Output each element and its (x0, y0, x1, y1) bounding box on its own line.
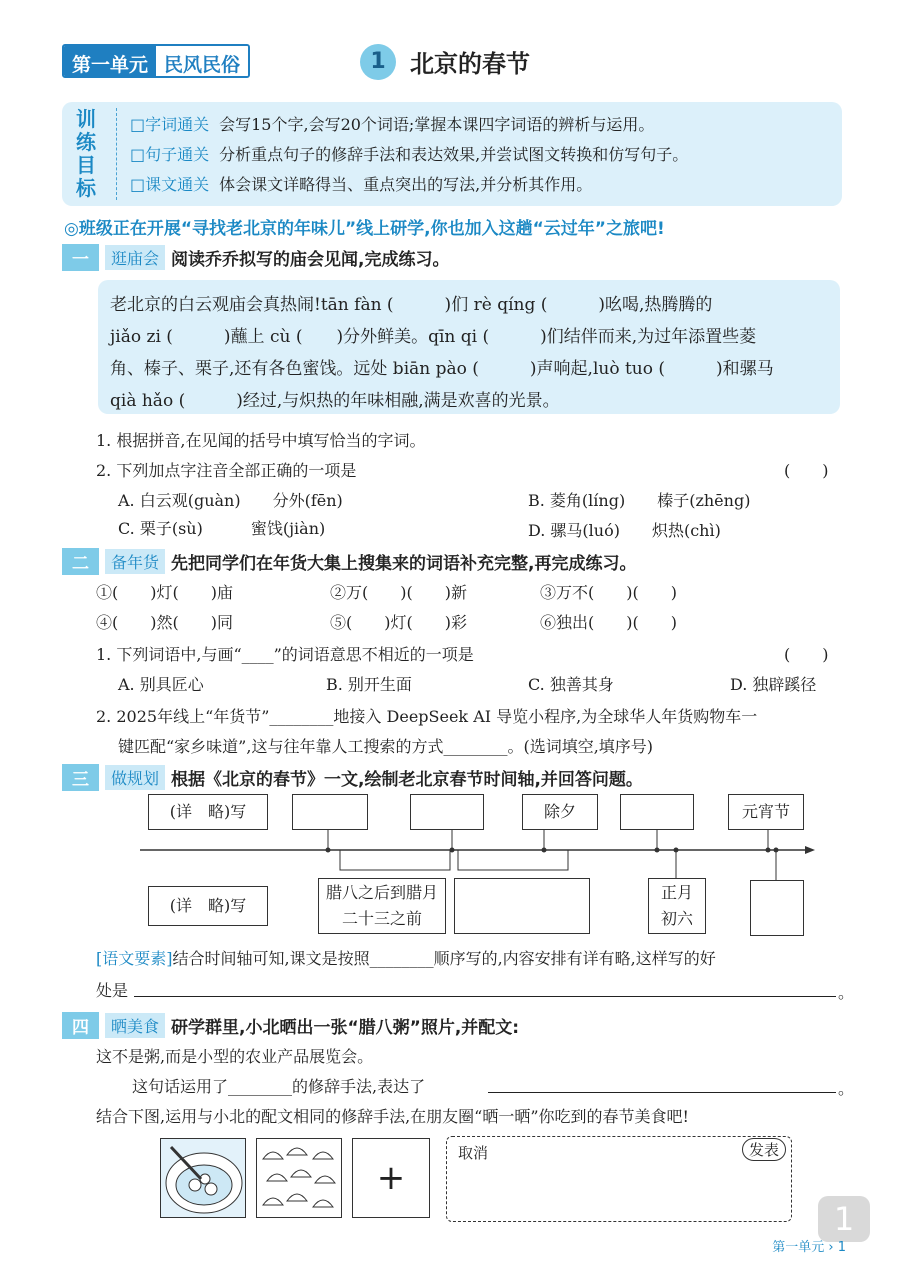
answer-bracket[interactable]: ( ) (784, 461, 829, 480)
unit-badge (62, 44, 250, 78)
timeline-blank-box[interactable] (750, 880, 804, 936)
lesson-number: 1 (360, 44, 396, 80)
section-4-header (62, 1012, 519, 1039)
footer-page: 1 (837, 1240, 846, 1255)
option-b[interactable]: B. 菱角(líng) 榛子(zhēng) (528, 491, 751, 510)
period: 。 (838, 983, 855, 1002)
unit-theme: 民风民俗 (156, 46, 248, 76)
timeline-box-laba: 腊八之后到腊月二十三之前 (318, 878, 446, 934)
question: 结合下图,运用与小北的配文相同的修辞手法,在朋友圈“晒一晒”你吃到的春节美食吧! (96, 1107, 689, 1126)
timeline-box-chuxi: 除夕 (522, 794, 598, 830)
question: 1. 根据拼音,在见闻的括号中填写恰当的字词。 (96, 431, 426, 450)
publish-button[interactable]: 发表 (742, 1138, 786, 1161)
question: 2. 下列加点字注音全部正确的一项是 (96, 461, 357, 480)
section-title: 先把同学们在年货大集上搜集来的词语补充完整,再完成练习。 (171, 554, 637, 574)
timeline-blank-box[interactable] (454, 878, 590, 934)
section-tag: 逛庙会 (105, 245, 165, 270)
section-title: 阅读乔乔拟写的庙会见闻,完成练习。 (171, 250, 450, 270)
section-number: 二 (62, 548, 99, 575)
footer-unit: 第一单元 (772, 1240, 825, 1255)
intro-text: ◎班级正在开展“寻找老北京的年味儿”线上研学,你也加入这趟“云过年”之旅吧! (64, 219, 665, 239)
question-text: 处是 (96, 981, 129, 1000)
add-photo-button[interactable]: + (352, 1138, 430, 1218)
word-blank[interactable]: ②万( )( )新 (330, 583, 467, 602)
option-c[interactable]: C. 独善其身 (528, 675, 614, 694)
section-number: 三 (62, 764, 99, 791)
section-title: 根据《北京的春节》一文,绘制老北京春节时间轴,并回答问题。 (171, 770, 643, 790)
word-blank[interactable]: ⑤( )灯( )彩 (330, 613, 467, 632)
question: 1. 下列词语中,与画“____”的词语意思不相近的一项是 (96, 645, 474, 664)
section-tag: 晒美食 (105, 1013, 165, 1038)
option-c[interactable]: C. 栗子(sù) 蜜饯(jiàn) (118, 519, 326, 538)
quote-text: 这不是粥,而是小型的农业产品展览会。 (96, 1047, 374, 1066)
goal-row (130, 172, 592, 195)
goal-row (130, 112, 654, 135)
page-number-badge: 1 (818, 1196, 870, 1242)
goals-divider (116, 108, 117, 200)
word-blank[interactable]: ③万不( )( ) (540, 583, 677, 602)
passage-line: qià hǎo ( )经过,与炽热的年味相融,满是欢喜的光景。 (110, 391, 560, 411)
section-3-header (62, 764, 643, 791)
goals-label: 训练目标 (76, 107, 96, 200)
post-editor[interactable] (446, 1136, 792, 1222)
goal-text: 体会课文详略得当、重点突出的写法,并分析其作用。 (219, 175, 593, 194)
period: 。 (838, 1079, 855, 1098)
section-tag: 做规划 (105, 765, 165, 790)
option-d[interactable]: D. 独辟蹊径 (730, 675, 817, 694)
timeline-box-zhengyue: 正月初六 (648, 878, 706, 934)
goal-tag[interactable]: □课文通关 (130, 175, 210, 194)
section-1-header (62, 244, 449, 271)
food-photo-dumplings (256, 1138, 342, 1218)
dumpling-soup-icon (161, 1139, 246, 1218)
word-blank[interactable]: ①( )灯( )庙 (96, 583, 233, 602)
goal-text: 分析重点句子的修辞手法和表达效果,并尝试图文转换和仿写句子。 (219, 145, 689, 164)
lesson-title: 北京的春节 (410, 50, 530, 78)
section-title: 研学群里,小北晒出一张“腊八粥”照片,并配文: (171, 1018, 520, 1038)
cancel-button[interactable]: 取消 (458, 1144, 489, 1162)
section-2-header (62, 548, 636, 575)
option-b[interactable]: B. 别开生面 (326, 675, 412, 694)
answer-bracket[interactable]: ( ) (784, 645, 829, 664)
option-a[interactable]: A. 白云观(guàn) 分外(fēn) (118, 491, 343, 510)
option-d[interactable]: D. 骡马(luó) 炽热(chì) (528, 521, 721, 540)
chevron-right-icon: › (828, 1240, 834, 1255)
goal-text: 会写15个字,会写20个词语;掌握本课四字词语的辨析与运用。 (219, 115, 655, 134)
question-text: 结合时间轴可知,课文是按照________顺序写的,内容安排有详有略,这样写的好 (172, 949, 716, 968)
section-number: 四 (62, 1012, 99, 1039)
page-footer (772, 1236, 846, 1255)
goal-row (130, 142, 688, 165)
timeline-blank-box[interactable] (620, 794, 694, 830)
timeline-label-bottom[interactable]: (详 略)写 (148, 886, 268, 926)
timeline-box-yuanxiao: 元宵节 (728, 794, 804, 830)
passage-line: jiǎo zi ( )蘸上 cù ( )分外鲜美。qīn qi ( )们结伴而来,为过年添置些菱 (110, 327, 757, 347)
element-tag: [语文要素] (96, 949, 173, 968)
word-blank[interactable]: ④( )然( )同 (96, 613, 233, 632)
timeline-label-top[interactable]: (详 略)写 (148, 794, 268, 830)
timeline-blank-box[interactable] (410, 794, 484, 830)
section-tag: 备年货 (105, 549, 165, 574)
goal-tag[interactable]: □句子通关 (130, 145, 210, 164)
answer-line[interactable] (488, 1092, 836, 1093)
food-photo-soup (160, 1138, 246, 1218)
unit-label: 第一单元 (64, 46, 156, 76)
dumplings-icon (257, 1139, 342, 1218)
passage-line: 角、榛子、栗子,还有各色蜜饯。远处 biān pào ( )声响起,luò tuo ( )和骡马 (110, 359, 774, 379)
passage-line: 老北京的白云观庙会真热闹!tān fàn ( )们 rè qíng ( )吆喝,热腾腾的 (110, 295, 713, 315)
question: 2. 2025年线上“年货节”________地接入 DeepSeek AI 导览小程序,为全球华人年货购物车一 (96, 707, 758, 726)
section-number: 一 (62, 244, 99, 271)
question-continued: 键匹配“家乡味道”,这与往年靠人工搜索的方式________。(选词填空,填序号) (118, 737, 654, 756)
timeline-blank-box[interactable] (292, 794, 368, 830)
goal-tag[interactable]: □字词通关 (130, 115, 210, 134)
answer-line[interactable] (134, 996, 836, 997)
option-a[interactable]: A. 别具匠心 (118, 675, 204, 694)
question (96, 946, 716, 969)
word-blank[interactable]: ⑥独出( )( ) (540, 613, 677, 632)
question-continued (96, 978, 128, 1001)
question: 这句话运用了________的修辞手法,表达了 (132, 1077, 426, 1096)
